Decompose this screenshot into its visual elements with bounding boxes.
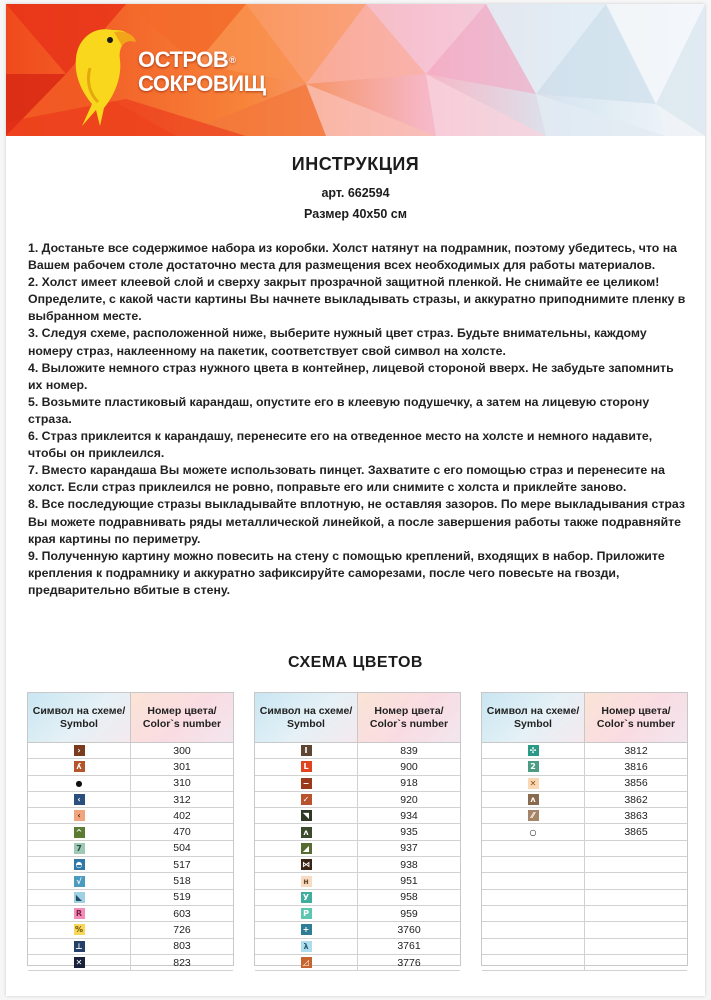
table-row — [255, 955, 460, 971]
color-symbol-icon: › — [74, 745, 85, 756]
table-row — [28, 792, 233, 808]
table-row — [482, 743, 687, 759]
brand-logo — [52, 8, 266, 128]
color-symbol-icon: ‹ — [74, 810, 85, 821]
color-symbol-icon: н — [301, 876, 312, 887]
symbol-cell — [482, 955, 585, 970]
number-cell: 3776 — [397, 956, 421, 969]
symbol-cell — [28, 873, 131, 888]
number-cell: 958 — [400, 891, 418, 904]
color-symbol-icon: ✕ — [528, 778, 539, 789]
table-row — [255, 922, 460, 938]
table-row — [28, 906, 233, 922]
color-table-2 — [254, 692, 461, 969]
symbol-cell — [255, 841, 358, 856]
number-cell: 603 — [173, 907, 191, 920]
table-body — [28, 743, 233, 971]
symbol-cell — [255, 759, 358, 774]
number-cell: 517 — [173, 858, 191, 871]
color-symbol-icon: λ — [301, 941, 312, 952]
table-row — [255, 857, 460, 873]
number-cell — [585, 841, 687, 856]
symbol-cell — [255, 824, 358, 839]
symbol-cell — [482, 808, 585, 823]
table-row — [482, 922, 687, 938]
color-symbol-icon: У — [301, 892, 312, 903]
number-cell: 3863 — [624, 809, 648, 822]
number-cell: 3816 — [624, 760, 648, 773]
symbol-cell — [482, 776, 585, 791]
number-cell: 3760 — [397, 923, 421, 936]
symbol-cell — [482, 743, 585, 758]
symbol-cell — [482, 759, 585, 774]
number-cell: 823 — [173, 956, 191, 969]
table-header — [255, 693, 460, 743]
instruction-sheet — [6, 4, 705, 996]
table-row — [482, 873, 687, 889]
color-symbol-icon: ⋈ — [302, 860, 310, 870]
symbol-cell — [28, 776, 131, 791]
symbol-cell — [255, 808, 358, 823]
number-cell: 918 — [400, 777, 418, 790]
number-cell: 519 — [173, 891, 191, 904]
number-cell: 935 — [400, 826, 418, 839]
table-row — [482, 841, 687, 857]
table-row — [28, 824, 233, 840]
table-row — [482, 857, 687, 873]
number-cell — [585, 955, 687, 970]
table-row — [28, 776, 233, 792]
number-column-header: Номер цвета/ Color`s number — [585, 693, 687, 742]
brand-name — [138, 48, 266, 96]
number-cell — [585, 922, 687, 937]
number-cell — [585, 890, 687, 905]
number-cell: 3761 — [397, 940, 421, 953]
number-cell: 300 — [173, 744, 191, 757]
number-cell: 310 — [173, 777, 191, 790]
number-cell: 3856 — [624, 777, 648, 790]
color-symbol-icon: ◓ — [74, 859, 85, 870]
symbol-cell — [255, 906, 358, 921]
color-symbol-icon: ✣ — [528, 745, 539, 756]
color-symbol-icon: ʌ — [528, 794, 539, 805]
color-symbol-icon: % — [74, 925, 83, 935]
number-cell: 402 — [173, 809, 191, 822]
symbol-cell — [28, 955, 131, 970]
step-5: 5. Возьмите пластиковый карандаш, опустите его в клеевую подушечку, а затем на лицевую сторону стразa. — [28, 394, 650, 426]
color-symbol-icon: ^ — [74, 827, 85, 838]
symbol-cell — [482, 922, 585, 937]
table-row — [255, 939, 460, 955]
number-column-header: Номер цвета/ Color`s number — [131, 693, 233, 742]
color-symbol-icon: ◿ — [301, 957, 312, 968]
step-1: 1. Достаньте все содержимое набора из коробки. Холст натянут на подрамник, поэтому убедитесь, что на Вашем рабочем столе достаточно места для размещения всех необходимых для работы материалов. — [28, 241, 677, 273]
symbol-cell — [28, 743, 131, 758]
number-cell: 938 — [400, 858, 418, 871]
color-symbol-icon: ◢ — [301, 843, 312, 854]
table-row — [28, 808, 233, 824]
number-cell — [585, 857, 687, 872]
number-cell — [585, 873, 687, 888]
number-cell — [585, 906, 687, 921]
table-row — [482, 906, 687, 922]
number-cell: 920 — [400, 793, 418, 806]
number-cell: 301 — [173, 760, 191, 773]
color-symbol-icon: P — [301, 908, 312, 919]
color-symbol-icon: ✓ — [301, 794, 312, 805]
page-title: ИНСТРУКЦИЯ — [291, 154, 420, 174]
table-row — [28, 841, 233, 857]
table-row — [28, 955, 233, 971]
symbol-cell — [255, 939, 358, 954]
table-row — [255, 743, 460, 759]
brand-name-line2: СОКРОВИЩ — [138, 71, 266, 96]
table-row — [28, 743, 233, 759]
table-row — [255, 776, 460, 792]
symbol-cell — [28, 792, 131, 807]
number-cell: 312 — [173, 793, 191, 806]
table-row — [482, 955, 687, 971]
color-table-3 — [481, 692, 688, 966]
number-cell: 934 — [400, 809, 418, 822]
color-symbol-icon: − — [301, 778, 312, 789]
number-cell: 504 — [173, 842, 191, 855]
color-symbol-icon: ʌ — [301, 827, 312, 838]
table-row — [482, 759, 687, 775]
table-header — [482, 693, 687, 743]
symbol-column-header: Символ на схеме/ Symbol — [28, 693, 131, 742]
table-row — [28, 922, 233, 938]
brand-name-line1: ОСТРОВ — [138, 47, 229, 72]
table-row — [482, 939, 687, 955]
color-symbol-icon: 7 — [74, 843, 85, 854]
symbol-cell — [255, 776, 358, 791]
number-cell: 3812 — [624, 744, 648, 757]
number-cell: 951 — [400, 875, 418, 888]
color-symbol-icon: ⁄⁄ — [528, 810, 539, 821]
table-row — [482, 776, 687, 792]
color-symbol-icon: ⊥ — [75, 941, 83, 951]
color-symbol-icon: ✕ — [74, 957, 85, 968]
table-row — [255, 841, 460, 857]
symbol-cell — [28, 922, 131, 937]
number-cell: 803 — [173, 940, 191, 953]
table-body — [255, 743, 460, 971]
color-symbol-icon: ʎ — [74, 761, 85, 772]
symbol-cell — [255, 857, 358, 872]
color-symbol-icon: + — [301, 924, 312, 935]
canvas-size: Размер 40х50 см — [304, 207, 407, 221]
number-cell: 839 — [400, 744, 418, 757]
color-symbol-icon: 2 — [528, 761, 539, 772]
symbol-cell — [255, 743, 358, 758]
color-symbol-icon: √ — [74, 876, 85, 887]
table-row — [255, 824, 460, 840]
color-symbol-icon: ‹ — [74, 794, 85, 805]
instruction-steps — [28, 240, 690, 599]
number-cell: 518 — [173, 875, 191, 888]
number-column-header: Номер цвета/ Color`s number — [358, 693, 460, 742]
color-scheme-title: СХЕМА ЦВЕТОВ — [288, 654, 423, 671]
color-symbol-icon: ◥ — [301, 810, 312, 821]
table-row — [28, 890, 233, 906]
table-row — [28, 873, 233, 889]
symbol-cell — [482, 890, 585, 905]
table-body — [482, 743, 687, 971]
symbol-cell — [255, 890, 358, 905]
number-cell: 900 — [400, 760, 418, 773]
table-row — [482, 890, 687, 906]
number-cell: 726 — [173, 923, 191, 936]
table-row — [28, 759, 233, 775]
symbol-cell — [28, 890, 131, 905]
parrot-icon — [52, 8, 142, 128]
number-cell: 470 — [173, 826, 191, 839]
number-cell: 3862 — [624, 793, 648, 806]
symbol-cell — [482, 824, 585, 839]
table-row — [482, 808, 687, 824]
symbol-cell — [255, 873, 358, 888]
symbol-cell — [482, 906, 585, 921]
table-row — [482, 824, 687, 840]
table-row — [482, 792, 687, 808]
table-row — [255, 792, 460, 808]
table-row — [255, 873, 460, 889]
symbol-cell — [28, 759, 131, 774]
table-row — [28, 939, 233, 955]
color-symbol-icon: R — [74, 908, 85, 919]
registered-mark: ® — [229, 55, 236, 65]
color-symbol-icon: ○ — [529, 827, 537, 837]
number-cell — [585, 939, 687, 954]
symbol-column-header: Символ на схеме/ Symbol — [255, 693, 358, 742]
article-number: арт. 662594 — [321, 186, 390, 200]
color-symbol-icon: L — [301, 761, 312, 772]
number-cell: 3865 — [624, 826, 648, 839]
step-7: 7. Вместо карандаша Вы можете использовать пинцет. Захватите с его помощью страз и перенесите на холст. Если страз приклеился не ровно, поправьте его или снимите с холста и приклейте заново. — [28, 463, 665, 495]
number-cell: 959 — [400, 907, 418, 920]
symbol-column-header: Символ на схеме/ Symbol — [482, 693, 585, 742]
symbol-cell — [28, 906, 131, 921]
step-6: 6. Страз приклеится к карандашу, перенесите его на отведенное место на холсте и немного надавите, чтобы он приклеился. — [28, 429, 653, 461]
symbol-cell — [28, 824, 131, 839]
symbol-cell — [255, 922, 358, 937]
step-9: 9. Полученную картину можно повесить на стену с помощью креплений, входящих в набор. Приложите крепления к подрамнику и аккуратно зафиксируйте саморезами, после чего повесьте на гвозди, предварительно вбитые в стену. — [28, 548, 665, 597]
color-symbol-icon: ◣ — [74, 892, 85, 903]
symbol-cell — [255, 792, 358, 807]
symbol-cell — [482, 792, 585, 807]
table-row — [255, 890, 460, 906]
step-3: 3. Следуя схеме, расположенной ниже, выберите нужный цвет страз. Будьте внимательны, каждому номеру страз, наклеенному на пакетик, соответствует свой символ на холсте. — [28, 326, 647, 358]
symbol-cell — [28, 841, 131, 856]
color-symbol-icon: I — [301, 745, 312, 756]
number-cell: 937 — [400, 842, 418, 855]
symbol-cell — [28, 808, 131, 823]
symbol-cell — [28, 939, 131, 954]
symbol-cell — [255, 955, 358, 970]
symbol-cell — [482, 841, 585, 856]
color-table-1 — [27, 692, 234, 969]
symbol-cell — [482, 873, 585, 888]
table-row — [255, 759, 460, 775]
table-row — [28, 857, 233, 873]
step-8: 8. Все последующие стразы выкладывайте вплотную, не оставляя зазоров. По мере выкладывания страз Вы можете подравнивать ряды металлической линейкой, а после завершения работы также подравняйте края картины по периметру. — [28, 497, 685, 546]
table-row — [255, 808, 460, 824]
symbol-cell — [482, 939, 585, 954]
table-header — [28, 693, 233, 743]
symbol-cell — [482, 857, 585, 872]
step-2: 2. Холст имеет клеевой слой и сверху закрыт прозрачной защитной пленкой. Не снимайте ее целиком! Определите, с какой части картины Вы начнете выкладывать стразы, и аккуратно приподнимите пленку в выбранном месте. — [28, 275, 686, 324]
symbol-cell — [28, 857, 131, 872]
color-symbol-icon: ● — [75, 778, 83, 788]
table-row — [255, 906, 460, 922]
step-4: 4. Выложите немного страз нужного цвета в контейнер, лицевой стороной вверх. Не забудьте запомнить их номер. — [28, 360, 674, 392]
